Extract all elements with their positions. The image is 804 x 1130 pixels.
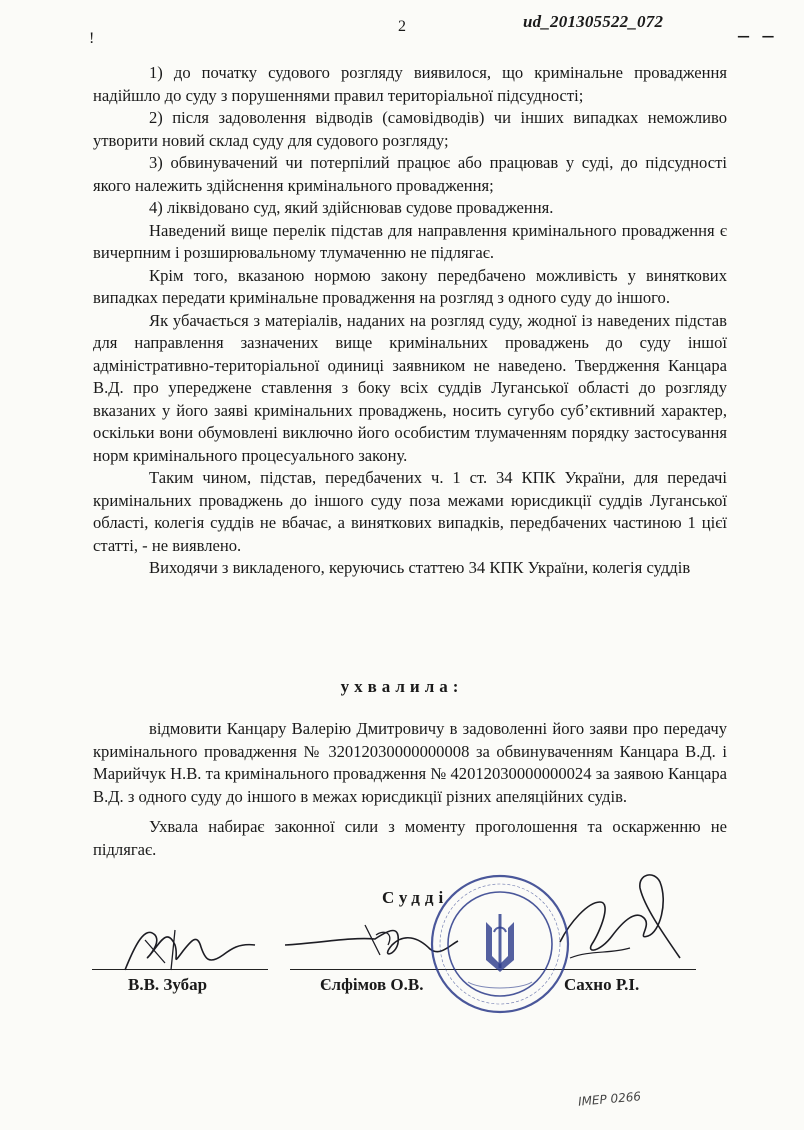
paragraph: Наведений вище перелік підстав для направлення кримінального провадження є вичерпним і розширювальному тлумаченню не підлягає.: [93, 220, 727, 262]
document-body: [93, 62, 727, 580]
document-id: ud_201305522_072: [523, 12, 664, 31]
corner-mark: – –: [738, 22, 778, 47]
paragraph: 3) обвинувачений чи потерпілий працює або працював у суді, до підсудності якого належить здійснення кримінального провадження;: [93, 153, 727, 195]
ruling-heading: ухвалила:: [340, 677, 464, 696]
official-seal-icon: [428, 872, 572, 1016]
paragraph: Як убачається з матеріалів, наданих на розгляд суду, жодної із наведених підстав для направлення зазначених вище кримінальних проваджень до суду іншої адміністративно-територіальної одиниці заявником не наведено. Твердження Канцара В.Д. про упереджене ставлення з боку всіх суддів Луганської області до розгляду вказаних у його заяві кримінальних проваджень, носить сугубо суб’єктивний характер, оскільки вони обумовлені виключно його особистим тлумаченням порядку застосування норм кримінального процесуального закону.: [93, 310, 727, 465]
paragraph: Крім того, вказаною нормою закону передбачено можливість у виняткових випадках передати кримінальне провадження на розгляд з одного суду до іншого.: [93, 265, 727, 307]
page-number: 2: [398, 18, 406, 35]
paragraph: 2) після задоволення відводів (самовідводів) чи інших випадках неможливо утворити новий склад суду для судового розгляду;: [93, 108, 727, 150]
judge-name: В.В. Зубар: [128, 975, 208, 994]
paragraph: Виходячи з викладеного, керуючись статтею 34 КПК України, колегія суддів: [149, 558, 691, 577]
margin-bullet-mark: !: [89, 30, 95, 47]
judge-name: Єлфімов О.В.: [320, 975, 424, 994]
ruling-paragraph: відмовити Канцару Валерію Дмитровичу в задоволенні його заяви про передачу кримінального провадження № 32012030000000008 за обвинуваченням Канцара В.Д. і Марийчук Н.В. та кримінального провадження № 42012030000000024 за заявою Канцара В.Д. з одного суду до іншого в межах юрисдикції різних апеляційних судів.: [93, 719, 727, 806]
handwritten-margin-note: ІМЕР 0266: [577, 1089, 642, 1109]
paragraph: 4) ліквідовано суд, який здійснював судове провадження.: [149, 198, 554, 217]
ruling-paragraph: Ухвала набирає законної сили з моменту проголошення та оскарженню не підлягає.: [93, 817, 727, 859]
judge-name: Сахно Р.І.: [564, 975, 640, 994]
paragraph: Таким чином, підстав, передбачених ч. 1 ст. 34 КПК України, для передачі кримінальних проваджень до іншого суду поза межами юрисдикції суддів Луганської області, колегія суддів не вбачає, а виняткових випадків, передбачених частиною 1 цієї статті, - не виявлено.: [93, 468, 727, 555]
paragraph: 1) до початку судового розгляду виявилося, що кримінальне провадження надійшло до суду з порушеннями правил територіальної підсудності;: [93, 63, 727, 105]
ruling-body: [93, 718, 727, 861]
judges-label: Судді: [382, 888, 449, 907]
